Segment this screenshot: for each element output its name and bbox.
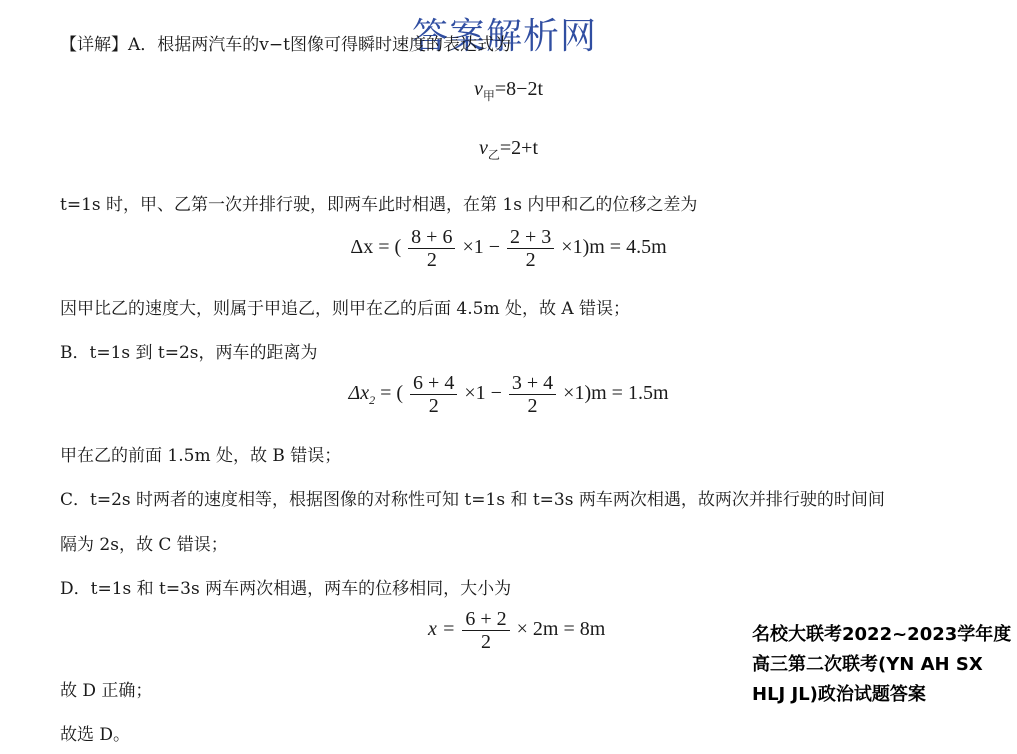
eq-x-lhs: x = bbox=[428, 618, 461, 641]
eq-dx1-f2-num: 2 + 3 bbox=[507, 226, 554, 249]
eq-x-rhs: × 2m = 8m bbox=[516, 618, 606, 641]
paragraph-6: 隔为 2s，故 C 错误； bbox=[60, 535, 228, 555]
eq-v-yi-rhs: =2+t bbox=[499, 137, 539, 159]
eq-v-yi-lhs: v bbox=[478, 137, 488, 159]
eq-dx2-mid: ×1 − bbox=[464, 382, 502, 405]
equation-v-jia bbox=[0, 78, 1017, 104]
eq-v-jia-rhs: =8−2t bbox=[494, 78, 544, 100]
eq-v-jia-sub: 甲 bbox=[482, 89, 495, 103]
eq-v-yi-sub: 乙 bbox=[487, 148, 500, 162]
eq-dx2-lhs-sub: 2 bbox=[369, 393, 376, 408]
eq-dx2-f1-den: 2 bbox=[428, 395, 439, 417]
eq-dx1-fraction-1 bbox=[408, 226, 455, 271]
eq-dx2-eq: = ( bbox=[375, 382, 404, 405]
eq-dx1-f1-num: 8 + 6 bbox=[408, 226, 455, 249]
equation-v-yi bbox=[0, 137, 1017, 163]
paragraph-8: 故 D 正确； bbox=[60, 681, 153, 701]
paragraph-7: D．t=1s 和 t=3s 两车两次相遇，两车的位移相同，大小为 bbox=[60, 579, 512, 599]
paragraph-2: 因甲比乙的速度大，则属于甲追乙，则甲在乙的后面 4.5m 处，故 A 错误； bbox=[60, 299, 631, 319]
watermark-logo: 答案解析网 bbox=[412, 16, 598, 57]
equation-delta-x2 bbox=[0, 372, 1017, 417]
eq-dx2-f1-num: 6 + 4 bbox=[410, 372, 457, 395]
eq-x-fraction bbox=[462, 608, 509, 653]
eq-dx2-fraction-1 bbox=[410, 372, 457, 417]
eq-dx1-f2-den: 2 bbox=[525, 249, 536, 271]
eq-dx2-rhs: ×1)m = 1.5m bbox=[563, 382, 669, 405]
eq-dx1-rhs: ×1)m = 4.5m bbox=[561, 236, 667, 259]
paragraph-3: B．t=1s 到 t=2s，两车的距离为 bbox=[60, 343, 318, 363]
eq-x-num: 6 + 2 bbox=[462, 608, 509, 631]
eq-dx1-f1-den: 2 bbox=[426, 249, 437, 271]
eq-dx2-fraction-2 bbox=[509, 372, 556, 417]
equation-x bbox=[428, 608, 605, 653]
eq-dx2-lhs: Δx bbox=[348, 382, 370, 405]
eq-dx1-mid: ×1 − bbox=[462, 236, 501, 259]
eq-x-den: 2 bbox=[481, 631, 492, 653]
eq-dx2-f2-num: 3 + 4 bbox=[509, 372, 556, 395]
eq-v-jia-lhs: v bbox=[473, 78, 483, 100]
footer-title: 名校大联考2022~2023学年度高三第二次联考(YN AH SX HLJ JL)政治试题答案 bbox=[752, 624, 1012, 705]
paragraph-5: C．t=2s 时两者的速度相等，根据图像的对称性可知 t=1s 和 t=3s 两车两次相遇，故两次并排行驶的时间间 bbox=[60, 490, 885, 510]
intro-text: 【详解】A．根据两汽车的v−t图像可得瞬时速度的表达式为 bbox=[60, 35, 511, 55]
paragraph-4: 甲在乙的前面 1.5m 处，故 B 错误； bbox=[60, 446, 342, 466]
eq-dx2-f2-den: 2 bbox=[527, 395, 538, 417]
eq-dx1-fraction-2 bbox=[507, 226, 554, 271]
paragraph-1: t=1s 时，甲、乙第一次并排行驶，即两车此时相遇，在第 1s 内甲和乙的位移之差为 bbox=[60, 195, 698, 215]
equation-delta-x bbox=[0, 226, 1017, 271]
eq-dx1-lhs: Δx = ( bbox=[350, 236, 402, 259]
paragraph-9: 故选 D。 bbox=[60, 725, 131, 745]
